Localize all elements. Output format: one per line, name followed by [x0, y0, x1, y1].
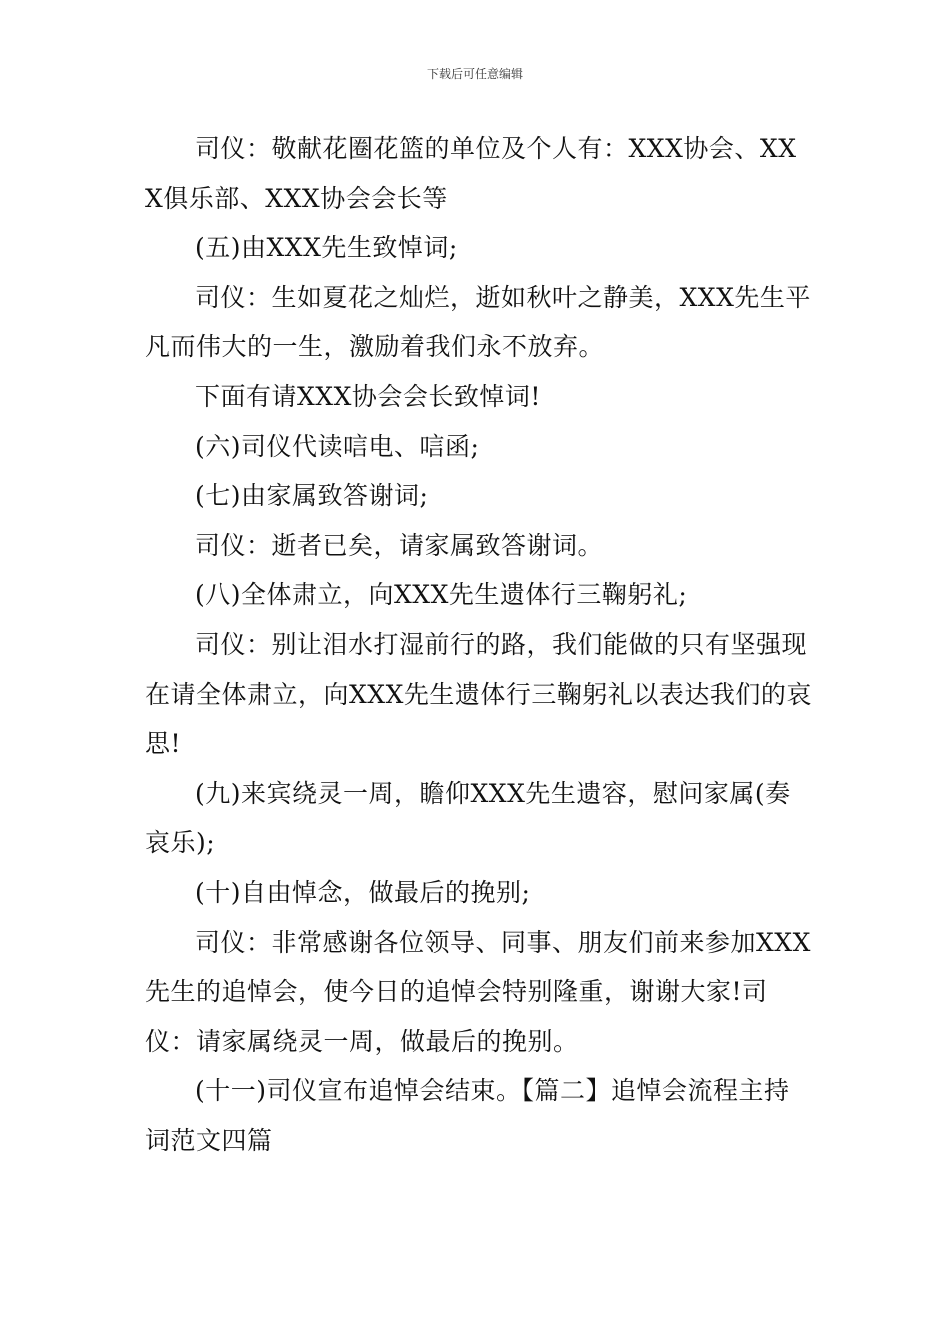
paragraph: 司仪：逝者已矣，请家属致答谢词。 [195, 530, 604, 560]
paragraph: 下面有请XXX协会会长致悼词! [195, 381, 541, 411]
paragraph: (五)由XXX先生致悼词; [195, 233, 458, 263]
paragraph: 司仪：敬献花圈花篮的单位及个人有：XXX协会、XXX俱乐部、XXX协会会长等 [145, 134, 797, 213]
paragraph: 司仪：生如夏花之灿烂，逝如秋叶之静美，XXX先生平凡而伟大的一生，激励着我们永不放弃。 [145, 282, 811, 362]
paragraph: (九)来宾绕灵一周，瞻仰XXX先生遗容，慰问家属(奏哀乐); [145, 778, 791, 858]
document-body [145, 124, 813, 1165]
paragraph: (七)由家属致答谢词; [195, 481, 429, 511]
page-header: 下载后可任意编辑 [426, 67, 523, 81]
paragraph: 司仪：非常感谢各位领导、同事、朋友们前来参加XXX先生的追悼会，使今日的追悼会特别隆重，谢谢大家!司仪：请家属绕灵一周，做最后的挽别。 [145, 927, 811, 1056]
paragraph: (十)自由悼念，做最后的挽别; [195, 877, 531, 907]
paragraph: (六)司仪代读唁电、唁函; [195, 431, 480, 461]
paragraph: 司仪：别让泪水打湿前行的路，我们能做的只有坚强现在请全体肃立，向XXX先生遗体行三鞠躬礼以表达我们的哀思! [145, 629, 812, 759]
paragraph: (十一)司仪宣布追悼会结束。【篇二】追悼会流程主持词范文四篇 [145, 1076, 790, 1155]
paragraph: (八)全体肃立，向XXX先生遗体行三鞠躬礼; [195, 580, 688, 610]
